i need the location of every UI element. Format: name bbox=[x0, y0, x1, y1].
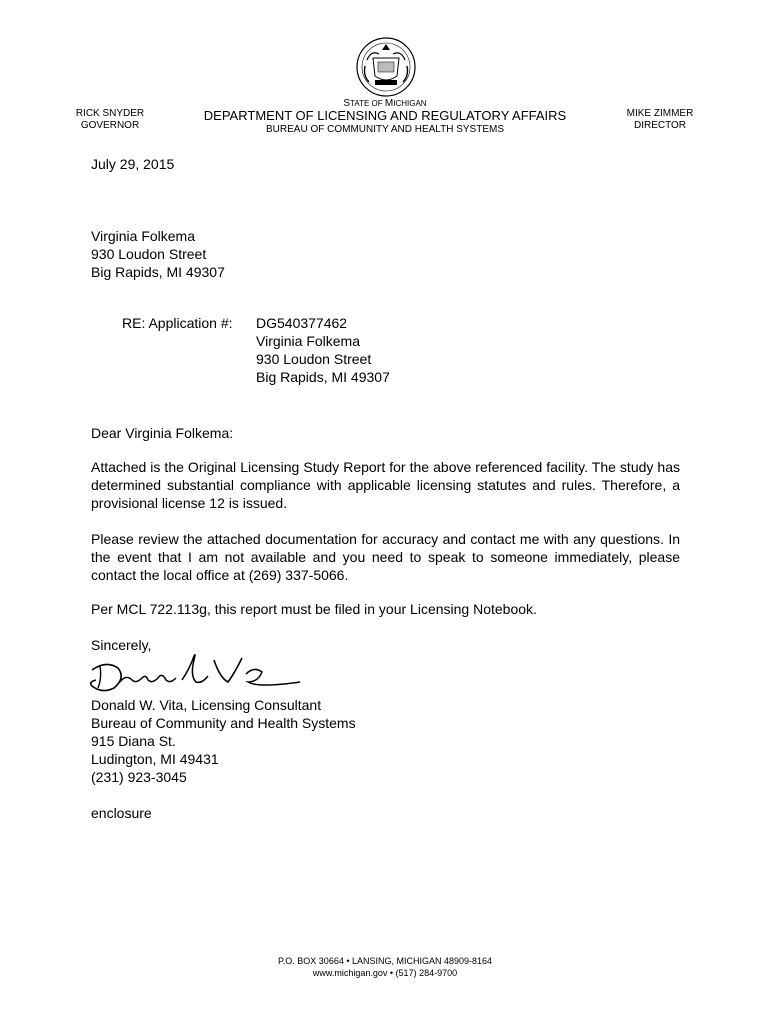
re-line: Virginia Folkema bbox=[256, 333, 361, 349]
recipient-address bbox=[91, 227, 225, 281]
recipient-line: Virginia Folkema bbox=[91, 228, 196, 244]
salutation: Dear Virginia Folkema: bbox=[91, 425, 234, 441]
handwritten-signature bbox=[86, 648, 306, 698]
recipient-line: 930 Loudon Street bbox=[91, 246, 207, 262]
signer-name: Donald W. Vita, Licensing Consultant bbox=[91, 697, 322, 713]
re-label: RE: Application #: bbox=[122, 315, 233, 331]
body-paragraph-2: Please review the attached documentation for accuracy and contact me with any questions. In the event that I am not available and you need to speak to someone immediately, please contact the local office at (269) 337-5066. bbox=[91, 531, 680, 583]
state-m: M bbox=[384, 98, 394, 109]
signer-phone: (231) 923-3045 bbox=[91, 769, 187, 785]
michigan-state-seal-icon bbox=[355, 36, 417, 98]
bureau-name: BUREAU OF COMMUNITY AND HEALTH SYSTEMS bbox=[266, 124, 504, 135]
director-title: DIRECTOR bbox=[633, 120, 687, 131]
state-s: S bbox=[343, 98, 351, 109]
enclosure-note: enclosure bbox=[91, 805, 152, 821]
state-ichigan: ICHIGAN bbox=[393, 99, 427, 108]
footer-contact: www.michigan.gov • (517) 284-9700 bbox=[312, 968, 458, 978]
signature-block bbox=[91, 696, 356, 786]
application-number: DG540377462 bbox=[256, 315, 348, 331]
re-line: 930 Loudon Street bbox=[256, 351, 372, 367]
recipient-line: Big Rapids, MI 49307 bbox=[91, 264, 225, 280]
re-line: Big Rapids, MI 49307 bbox=[256, 369, 390, 385]
director-block bbox=[610, 108, 710, 132]
footer-address: P.O. BOX 30664 • LANSING, MICHIGAN 48909-8164 bbox=[277, 956, 493, 966]
body-paragraph-1: Attached is the Original Licensing Study Report for the above referenced facility. The study has determined substantial compliance with applicable licensing statutes and rules. Therefore, a provisional license 12 is issued. bbox=[91, 459, 680, 511]
signer-city: Ludington, MI 49431 bbox=[91, 751, 219, 767]
body-paragraph-3: Per MCL 722.113g, this report must be filed in your Licensing Notebook. bbox=[91, 601, 537, 617]
letter-date: July 29, 2015 bbox=[91, 156, 175, 172]
signer-bureau: Bureau of Community and Health Systems bbox=[91, 715, 356, 731]
governor-name: RICK SNYDER bbox=[75, 108, 145, 119]
re-details bbox=[256, 314, 390, 386]
director-name: MIKE ZIMMER bbox=[626, 108, 694, 119]
state-tate-of: TATE OF bbox=[350, 99, 385, 108]
governor-block bbox=[55, 108, 165, 132]
governor-title: GOVERNOR bbox=[80, 120, 140, 131]
department-name: DEPARTMENT OF LICENSING AND REGULATORY AFFAIRS bbox=[203, 108, 567, 123]
closing: Sincerely, bbox=[91, 637, 152, 653]
signer-street: 915 Diana St. bbox=[91, 733, 176, 749]
